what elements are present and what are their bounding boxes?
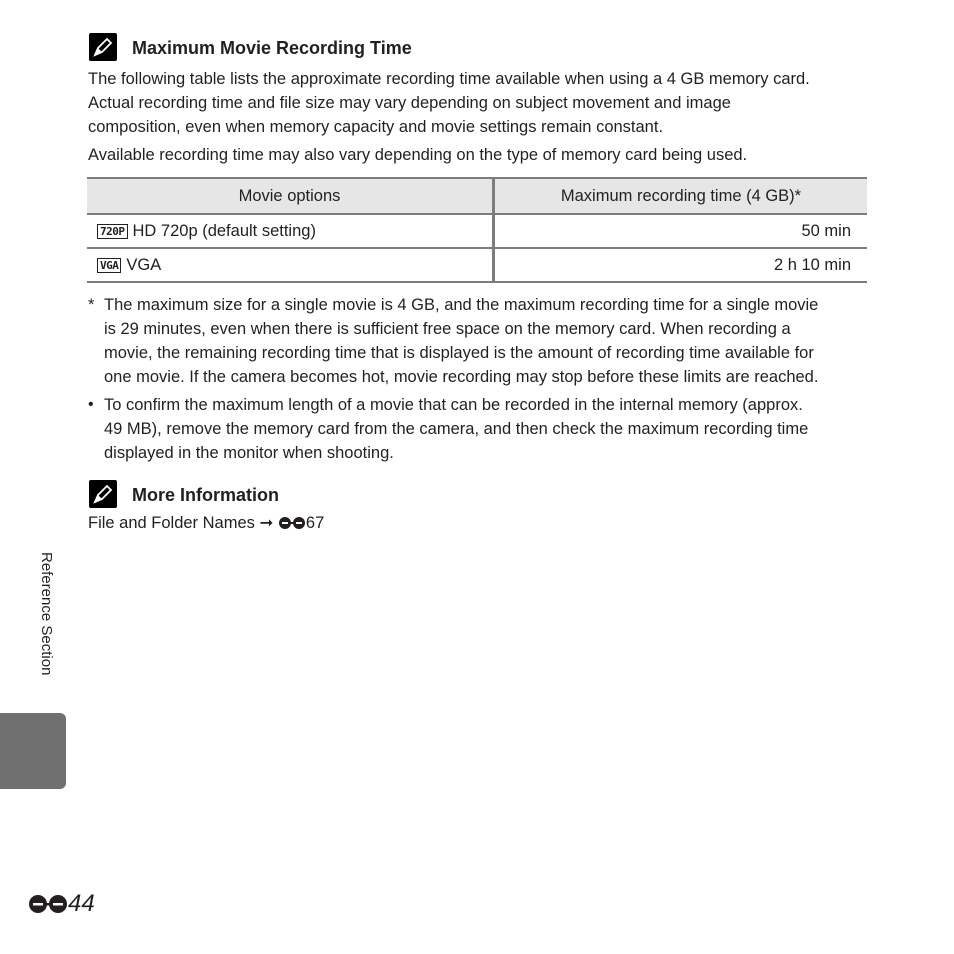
hd-720p-icon: 720P xyxy=(97,224,128,239)
option-label: HD 720p (default setting) xyxy=(132,221,316,240)
section-heading-more-info: More Information xyxy=(132,485,279,505)
recording-time-table xyxy=(87,177,867,283)
column-header-movie-options: Movie options xyxy=(87,178,494,214)
pencil-note-icon xyxy=(89,480,117,508)
footnote-line: movie, the remaining recording time that is displayed is the amount of recording time available for xyxy=(104,344,814,362)
pencil-note-icon xyxy=(89,33,117,61)
arrow-icon: ➞ xyxy=(259,514,274,532)
footnote-line: The maximum size for a single movie is 4 GB, and the maximum recording time for a single movie xyxy=(104,296,819,314)
page-number xyxy=(28,890,95,918)
intro-line: composition, even when memory capacity and movie settings remain constant. xyxy=(88,118,664,136)
bullet-dot: • xyxy=(88,396,94,413)
reference-page-number: 67 xyxy=(305,514,325,532)
table-header-row xyxy=(87,178,867,214)
bullet-line: To confirm the maximum length of a movie that can be recorded in the internal memory (approx. xyxy=(104,396,803,414)
section-heading-max-recording: Maximum Movie Recording Time xyxy=(132,38,412,58)
e-reference-icon xyxy=(278,516,306,530)
table-cell-time: 50 min xyxy=(494,214,868,248)
bullet-line: 49 MB), remove the memory card from the camera, and then check the maximum recording time xyxy=(104,420,809,438)
footnote-line: one movie. If the camera becomes hot, movie recording may stop before these limits are reached. xyxy=(104,368,819,386)
page-number-value: 44 xyxy=(68,890,95,917)
bullet-line: displayed in the monitor when shooting. xyxy=(104,444,394,462)
table-cell-time: 2 h 10 min xyxy=(494,248,868,282)
more-info-reference[interactable] xyxy=(88,513,324,533)
footnote-line: is 29 minutes, even when there is sufficient free space on the memory card. When recording a xyxy=(104,320,791,338)
intro-line: Actual recording time and file size may vary depending on subject movement and image xyxy=(88,94,731,112)
side-section-label xyxy=(37,552,57,702)
vga-icon: VGA xyxy=(97,258,121,273)
table-cell-option xyxy=(87,214,494,248)
side-section-tab xyxy=(0,713,66,789)
table-row xyxy=(87,248,867,282)
intro-paragraph-2 xyxy=(88,143,878,167)
footnote-asterisk: * xyxy=(88,296,95,314)
table-cell-option xyxy=(87,248,494,282)
e-reference-icon xyxy=(28,894,68,914)
intro2-line: Available recording time may also vary depending on the type of memory card being used. xyxy=(88,146,748,164)
intro-paragraph xyxy=(88,67,878,139)
reference-link-text[interactable]: File and Folder Names xyxy=(88,514,255,532)
side-section-label-text: Reference Section xyxy=(38,552,55,676)
option-label: VGA xyxy=(126,255,162,274)
column-header-max-time: Maximum recording time (4 GB)* xyxy=(494,178,868,214)
intro-line: The following table lists the approximate recording time available when using a 4 GB memory card. xyxy=(88,70,810,88)
table-row xyxy=(87,214,867,248)
